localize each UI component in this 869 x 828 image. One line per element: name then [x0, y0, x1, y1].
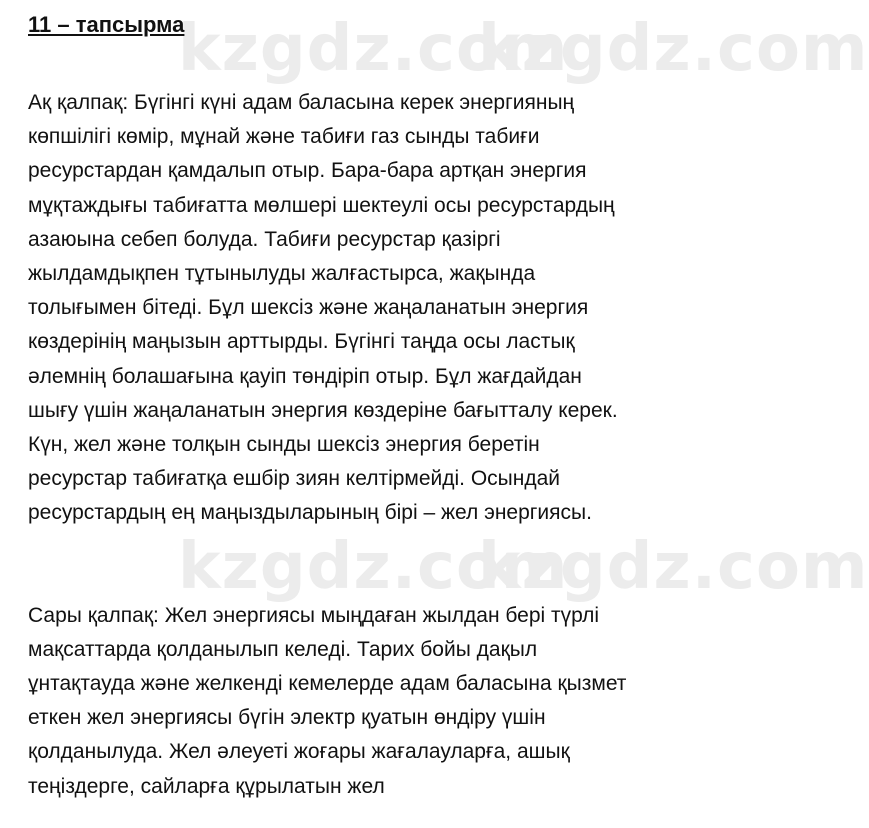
text-line: жылдамдықпен тұтынылуды жалғастырса, жақында [28, 262, 536, 286]
text-line: қолданылуда. Жел әлеуеті жоғары жағалауларға, ашық [28, 740, 570, 764]
paragraph-gap [28, 531, 718, 599]
watermark-text: kzgdz.com [478, 12, 869, 86]
text-line: мақсаттарда қолданылып келеді. Тарих бойы дақыл [28, 637, 538, 661]
text-line: еткен жел энергиясы бүгін электр қуатын өндіру үшін [28, 706, 546, 730]
text-line: азаюына себеп болуда. Табиғи ресурстар қазіргі [28, 227, 501, 251]
text-line: мұқтаждығы табиғатта мөлшері шектеулі осы ресурстардың [28, 193, 615, 217]
text-line: толығымен бітеді. Бұл шексіз және жаңаланатын энергия [28, 296, 589, 320]
text-line: Ақ қалпақ: Бүгінгі күні адам баласына керек энергияның [28, 91, 575, 114]
text-line: әлемнің болашағына қауіп төндіріп отыр. Бұл жағдайдан [28, 364, 582, 388]
text-line: ресурстардан қамдалып отыр. Бара-бара артқан энергия [28, 159, 587, 183]
paragraph-white-hat [28, 86, 718, 531]
watermark-text: kzgdz.com [478, 530, 869, 604]
watermark-text: kzgdz.com [178, 12, 569, 86]
text-line: ұнтақтауда және желкенді кемелерде адам баласына қызмет [28, 672, 627, 696]
text-line: Күн, жел және толқын сынды шексіз энергия беретін [28, 433, 540, 457]
paragraph-yellow-hat [28, 599, 718, 804]
text-line: ресурстар табиғатқа ешбір зиян келтірмейді. Осындай [28, 467, 561, 491]
text-line: көздерінің маңызын арттырды. Бүгінгі таңда осы ластық [28, 330, 575, 354]
watermark-text: kzgdz.com [178, 530, 569, 604]
page-title: 11 – тапсырма [28, 12, 185, 37]
text-line: Сары қалпақ: Жел энергиясы мыңдаған жылдан бері түрлі [28, 603, 600, 627]
document-content [28, 10, 718, 804]
text-line: ресурстардың ең маңыздыларының бірі – жел энергиясы. [28, 501, 592, 525]
text-line: теңіздерге, сайларға құрылатын жел [28, 774, 385, 798]
text-line: шығу үшін жаңаланатын энергия көздеріне бағытталу керек. [28, 398, 618, 422]
text-line: көпшілігі көмір, мұнай және табиғи газ сынды табиғи [28, 125, 540, 149]
